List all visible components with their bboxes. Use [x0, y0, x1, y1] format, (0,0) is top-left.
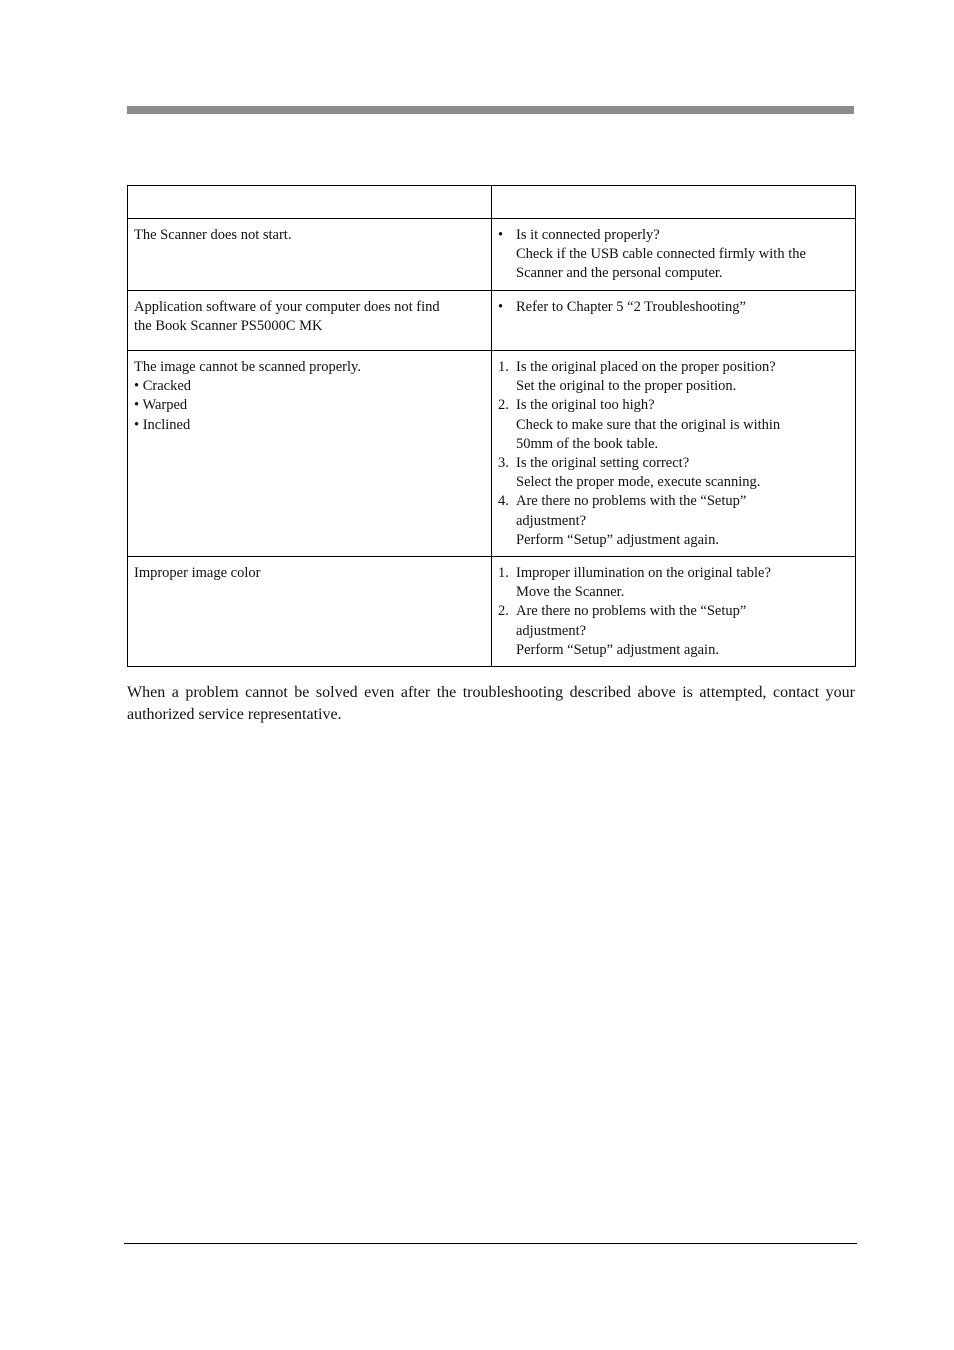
remedy-list: [498, 298, 849, 317]
list-item: [498, 602, 849, 660]
remedy-line: Are there no problems with the “Setup”: [516, 493, 747, 510]
remedy-list: [498, 358, 849, 550]
table-header-row: [128, 186, 856, 219]
remedy-line: Is it connected properly?: [516, 227, 660, 243]
table-row: [128, 219, 856, 291]
symptom-line: The image cannot be scanned properly.: [134, 359, 361, 376]
bullet-marker: •: [498, 298, 504, 315]
list-item: [498, 564, 849, 602]
remedy-cell: [492, 557, 856, 667]
troubleshooting-table: [127, 185, 856, 667]
remedy-line: adjustment?: [516, 622, 587, 639]
header-cell-remedy: [492, 186, 856, 219]
number-marker: 2.: [498, 397, 509, 414]
list-item: [498, 298, 849, 317]
symptom-cell: [128, 351, 492, 557]
table-row: [128, 557, 856, 667]
remedy-list: [498, 226, 849, 284]
remedy-line: Perform “Setup” adjustment again.: [516, 531, 719, 548]
header-bar: [127, 106, 854, 114]
number-marker: 3.: [498, 455, 509, 472]
table-body: [128, 219, 856, 667]
bullet-marker: •: [498, 227, 504, 243]
number-marker: 1.: [498, 565, 509, 582]
remedy-line: Perform “Setup” adjustment again.: [516, 641, 719, 658]
table-row: [128, 351, 856, 557]
remedy-list: [498, 564, 849, 660]
remedy-line: 50mm of the book table.: [516, 435, 659, 452]
remedy-line: Select the proper mode, execute scanning.: [516, 474, 761, 491]
list-item: [498, 492, 849, 550]
remedy-line: Improper illumination on the original table?: [516, 565, 771, 582]
remedy-line: Is the original placed on the proper position?: [516, 359, 776, 376]
number-marker: 1.: [498, 359, 509, 376]
remedy-cell: [492, 290, 856, 350]
remedy-line: Set the original to the proper position.: [516, 378, 737, 395]
symptom-cell: [128, 290, 492, 350]
symptom-line: Application software of your computer does not find: [134, 298, 440, 315]
number-marker: 4.: [498, 493, 509, 510]
remedy-line: Move the Scanner.: [516, 584, 625, 601]
header-cell-symptom: [128, 186, 492, 219]
remedy-line: Refer to Chapter 5 “2 Troubleshooting”: [516, 298, 746, 315]
list-item: [498, 226, 849, 284]
table-row: [128, 290, 856, 350]
remedy-line: Is the original too high?: [516, 397, 655, 414]
footer-rule: [124, 1243, 857, 1244]
symptom-line: • Warped: [134, 397, 188, 414]
symptom-cell: [128, 557, 492, 667]
remedy-line: Are there no problems with the “Setup”: [516, 603, 747, 620]
number-marker: 2.: [498, 603, 509, 620]
symptom-line: The Scanner does not start.: [134, 227, 292, 243]
remedy-line: Check to make sure that the original is within: [516, 416, 781, 433]
remedy-cell: [492, 351, 856, 557]
remedy-line: adjustment?: [516, 512, 587, 529]
symptom-line: Improper image color: [134, 565, 261, 582]
closing-paragraph: When a problem cannot be solved even after the troubleshooting described above is attempted, contact your authorized service representative.: [127, 684, 855, 723]
list-item: [498, 396, 849, 454]
remedy-cell: [492, 219, 856, 291]
symptom-line: • Cracked: [134, 378, 192, 395]
symptom-cell: [128, 219, 492, 291]
symptom-line: the Book Scanner PS5000C MK: [134, 317, 323, 334]
symptom-line: • Inclined: [134, 416, 191, 433]
remedy-line: Scanner and the personal computer.: [516, 265, 723, 282]
remedy-line: Is the original setting correct?: [516, 455, 690, 472]
list-item: [498, 454, 849, 492]
list-item: [498, 358, 849, 396]
remedy-line: Check if the USB cable connected firmly with the: [516, 246, 806, 263]
